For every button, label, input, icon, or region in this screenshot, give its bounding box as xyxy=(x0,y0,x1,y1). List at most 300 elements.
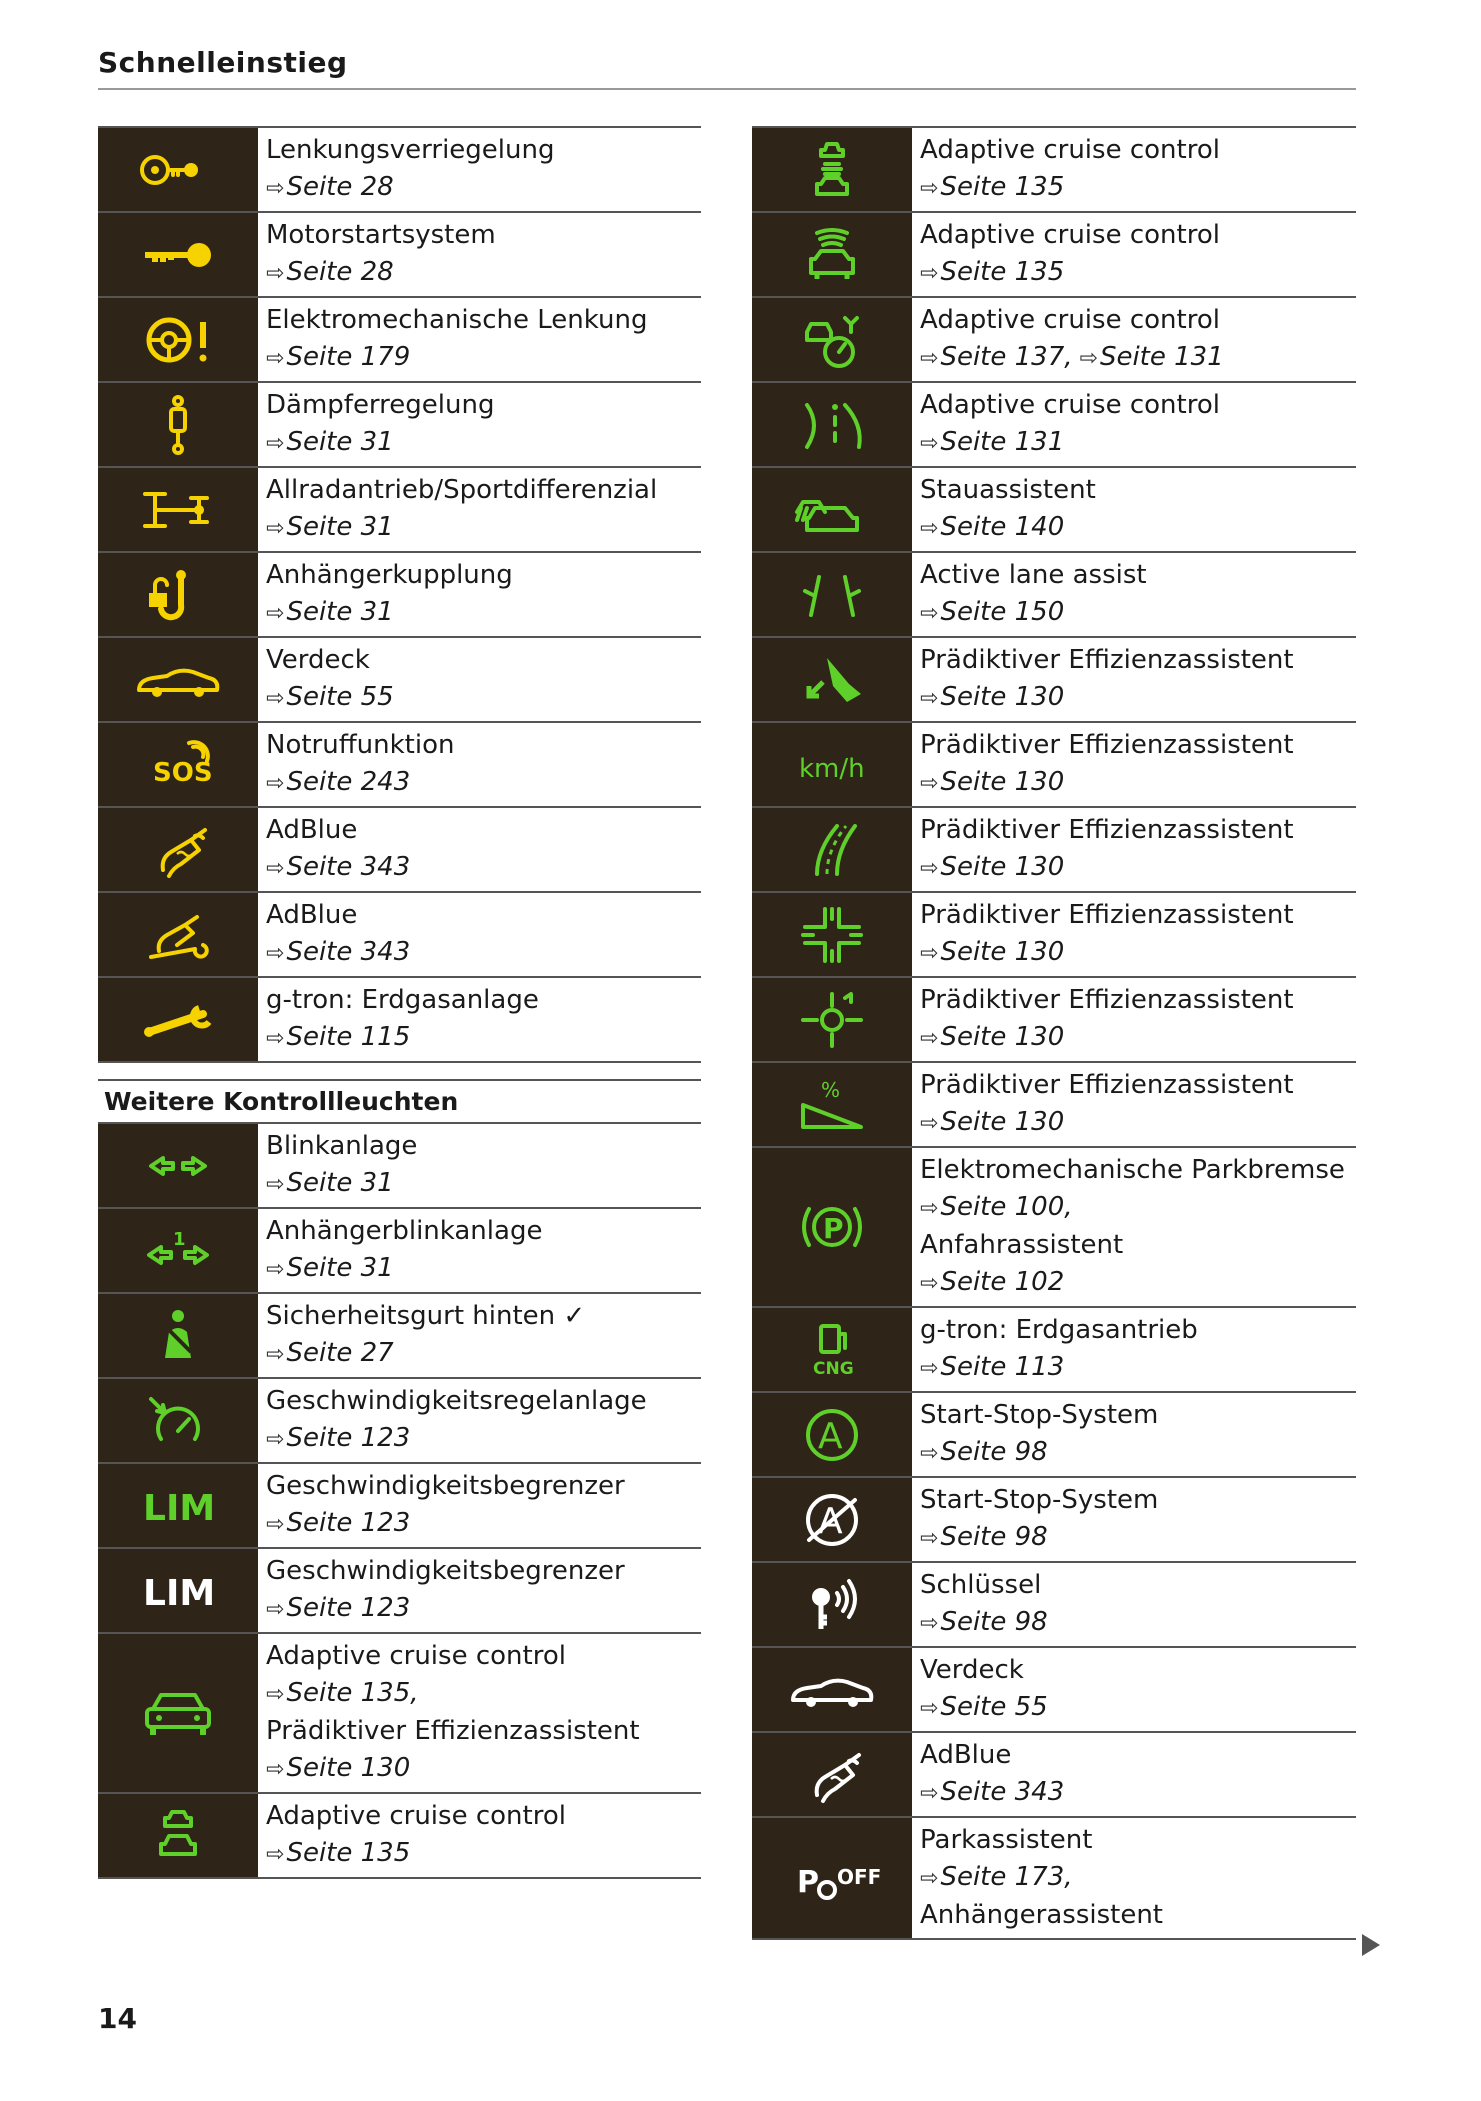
description-cell xyxy=(258,1124,701,1207)
indicator-description: g-tron: Erdgasantrieb xyxy=(920,1315,1198,1345)
reference-arrow-icon: ⇨ xyxy=(266,431,285,456)
turn-signal-icon xyxy=(133,1136,223,1196)
page-reference-link[interactable]: ⇨Seite 31 xyxy=(266,1168,394,1198)
description-cell xyxy=(912,468,1356,551)
description-cell xyxy=(258,1379,701,1462)
reference-arrow-icon: ⇨ xyxy=(920,176,939,201)
table-row xyxy=(98,1464,701,1549)
kmh-icon xyxy=(787,735,877,795)
indicator-description: Anhängerkupplung xyxy=(266,560,513,590)
table-row xyxy=(752,723,1356,808)
description-cell xyxy=(258,1549,701,1632)
reference-arrow-icon: ⇨ xyxy=(266,346,285,371)
description-cell xyxy=(258,808,701,891)
indicator-description: Allradantrieb/Sportdifferenzial xyxy=(266,475,658,505)
park-assist-off-icon xyxy=(787,1848,882,1908)
indicator-description: Geschwindigkeitsregelanlage xyxy=(266,1386,647,1416)
table-row xyxy=(98,1634,701,1794)
reference-arrow-icon: ⇨ xyxy=(266,941,285,966)
reference-arrow-icon: ⇨ xyxy=(266,771,285,796)
indicator-description: AdBlue xyxy=(266,900,358,930)
svg-text:P: P xyxy=(797,1865,819,1900)
page-reference-link[interactable]: ⇨Seite 31 xyxy=(266,1253,394,1283)
indicator-description: Adaptive cruise control xyxy=(266,1801,566,1831)
table-row xyxy=(98,553,701,638)
reference-arrow-icon: ⇨ xyxy=(920,686,939,711)
svg-text:SOS: SOS xyxy=(153,757,213,788)
page-reference-link[interactable]: ⇨Seite 113 xyxy=(920,1352,1065,1382)
page-reference-link[interactable]: ⇨Seite 28 xyxy=(266,172,394,202)
page-reference-link[interactable]: ⇨Seite 130 xyxy=(920,767,1065,797)
wrench-icon xyxy=(133,990,223,1050)
description-cell xyxy=(258,553,701,636)
parking-brake-icon xyxy=(787,1197,877,1257)
svg-text:LIM: LIM xyxy=(143,1572,216,1614)
table-row xyxy=(98,213,701,298)
indicator-description: Geschwindigkeitsbegrenzer xyxy=(266,1556,625,1586)
table-row xyxy=(752,1063,1356,1148)
indicator-icon-cell xyxy=(752,468,912,551)
indicator-icon-cell xyxy=(98,1294,258,1377)
table-row xyxy=(752,213,1356,298)
page-reference-link[interactable]: ⇨Seite 343 xyxy=(266,852,411,882)
page-reference-link[interactable]: ⇨Seite 115 xyxy=(266,1022,411,1052)
indicator-description: Stauassistent xyxy=(920,475,1096,505)
steering-lock-key-icon xyxy=(133,140,223,200)
reference-arrow-icon: ⇨ xyxy=(920,1696,939,1721)
page-reference-link[interactable]: ⇨Seite 130 xyxy=(920,852,1065,882)
description-cell xyxy=(912,1478,1356,1561)
description-cell xyxy=(258,128,701,211)
indicator-description: Dämpferregelung xyxy=(266,390,495,420)
indicator-icon-cell xyxy=(98,128,258,211)
reference-arrow-icon: ⇨ xyxy=(266,686,285,711)
page-reference-link[interactable]: ⇨Seite 123 xyxy=(266,1423,411,1453)
indicator-description: Blinkanlage xyxy=(266,1131,418,1161)
indicator-description: Active lane assist xyxy=(920,560,1147,590)
indicator-description: AdBlue xyxy=(920,1740,1012,1770)
indicator-icon-cell xyxy=(98,213,258,296)
indicator-table-right xyxy=(752,126,1356,1940)
description-cell xyxy=(912,298,1356,381)
reference-arrow-icon: ⇨ xyxy=(920,601,939,626)
reference-arrow-icon: ⇨ xyxy=(920,1441,939,1466)
table-row xyxy=(98,638,701,723)
page-reference-link[interactable]: ⇨Seite 243 xyxy=(266,767,411,797)
reference-arrow-icon: ⇨ xyxy=(266,1597,285,1622)
description-cell xyxy=(912,1648,1356,1731)
table-row xyxy=(98,1209,701,1294)
indicator-description: g-tron: Erdgasanlage xyxy=(266,985,539,1015)
indicator-description: Adaptive cruise control xyxy=(920,305,1220,335)
page-reference-link[interactable]: ⇨Seite 130 xyxy=(920,1022,1065,1052)
indicator-icon-cell xyxy=(752,553,912,636)
page-reference-link[interactable]: ⇨Seite 100, xyxy=(920,1192,1073,1222)
reference-arrow-icon: ⇨ xyxy=(266,1682,285,1707)
steering-wheel-warning-icon xyxy=(133,310,223,370)
indicator-description: Lenkungsverriegelung xyxy=(266,135,555,165)
acc-distance-small-icon xyxy=(787,140,877,200)
table-row xyxy=(98,723,701,808)
page-reference-link[interactable]: ⇨Seite 98 xyxy=(920,1607,1048,1637)
indicator-description: Prädiktiver Effizienzassistent xyxy=(920,985,1294,1015)
page-reference-link[interactable]: ⇨Seite 130 xyxy=(920,937,1065,967)
reference-arrow-icon: ⇨ xyxy=(266,1427,285,1452)
indicator-description: Adaptive cruise control xyxy=(920,135,1220,165)
svg-text:km/h: km/h xyxy=(799,753,865,784)
left-column xyxy=(98,126,701,1879)
reference-arrow-icon: ⇨ xyxy=(920,516,939,541)
table-row xyxy=(98,893,701,978)
page-reference-link[interactable]: ⇨Seite 135 xyxy=(920,172,1065,202)
indicator-description: AdBlue xyxy=(266,815,358,845)
section-heading: Weitere Kontrollleuchten xyxy=(98,1079,701,1122)
header-divider xyxy=(98,88,1356,90)
indicator-icon-cell xyxy=(98,723,258,806)
description-cell xyxy=(912,638,1356,721)
reference-arrow-icon: ⇨ xyxy=(266,176,285,201)
svg-text:%: % xyxy=(821,1077,841,1102)
adblue-nozzle-icon xyxy=(133,820,223,880)
description-cell xyxy=(912,978,1356,1061)
page-reference-link[interactable]: ⇨Seite 31 xyxy=(266,597,394,627)
page-reference-link[interactable]: ⇨Seite 343 xyxy=(920,1777,1065,1807)
efficiency-road-icon xyxy=(787,650,877,710)
convertible-top-white-icon xyxy=(787,1660,877,1720)
table-row xyxy=(752,893,1356,978)
table-row xyxy=(98,468,701,553)
reference-arrow-icon: ⇨ xyxy=(920,431,939,456)
table-row xyxy=(752,1648,1356,1733)
indicator-icon-cell xyxy=(98,1209,258,1292)
table-row xyxy=(752,1308,1356,1393)
reference-arrow-icon: ⇨ xyxy=(266,856,285,881)
description-cell xyxy=(912,1393,1356,1476)
reference-arrow-icon: ⇨ xyxy=(266,1257,285,1282)
indicator-icon-cell xyxy=(752,1393,912,1476)
indicator-table-left xyxy=(98,126,701,1063)
reference-arrow-icon: ⇨ xyxy=(266,1842,285,1867)
indicator-icon-cell xyxy=(752,723,912,806)
page-header-title: Schnelleinstieg xyxy=(98,46,348,79)
gradient-icon xyxy=(787,1075,877,1135)
description-cell xyxy=(912,1733,1356,1816)
reference-arrow-icon: ⇨ xyxy=(920,1356,939,1381)
indicator-icon-cell xyxy=(752,1308,912,1391)
indicator-description: Prädiktiver Effizienzassistent xyxy=(920,1070,1294,1100)
indicator-icon-cell xyxy=(98,553,258,636)
indicator-description: Anhängerblinkanlage xyxy=(266,1216,543,1246)
indicator-description: Prädiktiver Effizienzassistent xyxy=(920,815,1294,845)
description-cell xyxy=(912,1818,1356,1938)
description-cell xyxy=(912,723,1356,806)
shock-absorber-icon xyxy=(133,395,223,455)
reference-arrow-icon: ⇨ xyxy=(266,1757,285,1782)
page-reference-link[interactable]: ⇨Seite 130 xyxy=(920,1107,1065,1137)
curve-road-icon xyxy=(787,820,877,880)
page-reference-link[interactable]: ⇨Seite 31 xyxy=(266,427,394,457)
description-cell xyxy=(258,383,701,466)
indicator-icon-cell xyxy=(752,1063,912,1146)
reference-arrow-icon: ⇨ xyxy=(920,1611,939,1636)
table-row xyxy=(752,978,1356,1063)
table-row xyxy=(98,978,701,1063)
description-cell xyxy=(258,723,701,806)
indicator-icon-cell xyxy=(752,1733,912,1816)
svg-text:1: 1 xyxy=(173,1228,186,1250)
indicator-icon-cell xyxy=(98,468,258,551)
indicator-description: Elektromechanische Parkbremse xyxy=(920,1155,1345,1185)
acc-distance-icon xyxy=(787,225,877,285)
reference-arrow-icon: ⇨ xyxy=(920,941,939,966)
reference-arrow-icon: ⇨ xyxy=(920,1196,939,1221)
indicator-description: Adaptive cruise control xyxy=(920,390,1220,420)
table-row xyxy=(98,1794,701,1879)
lim-white-icon xyxy=(133,1561,223,1621)
key-signal-icon xyxy=(787,1575,877,1635)
indicator-description: Verdeck xyxy=(920,1655,1024,1685)
description-cell xyxy=(258,1794,701,1877)
table-row xyxy=(752,1563,1356,1648)
table-row xyxy=(752,468,1356,553)
page-reference-link[interactable]: ⇨Seite 173, xyxy=(920,1862,1073,1892)
indicator-description: Prädiktiver Effizienzassistent xyxy=(920,645,1294,675)
next-page-arrow-icon xyxy=(1362,1934,1380,1956)
indicator-description: Geschwindigkeitsbegrenzer xyxy=(266,1471,625,1501)
indicator-icon-cell xyxy=(752,1818,912,1938)
table-row xyxy=(752,1733,1356,1818)
two-cars-icon xyxy=(133,1806,223,1866)
indicator-description: Prädiktiver Effizienzassistent xyxy=(266,1716,640,1746)
page-reference-link[interactable]: ⇨Seite 130 xyxy=(920,682,1065,712)
indicator-icon-cell xyxy=(98,1794,258,1877)
roundabout-icon xyxy=(787,990,877,1050)
table-row xyxy=(98,1124,701,1209)
description-cell xyxy=(912,1148,1356,1306)
description-cell xyxy=(258,468,701,551)
page-reference-links[interactable]: ⇨Seite 137, ⇨Seite 131 xyxy=(920,342,1224,372)
description-cell xyxy=(258,978,701,1061)
reference-arrow-icon: ⇨ xyxy=(266,1342,285,1367)
reference-arrow-icon: ⇨ xyxy=(920,1026,939,1051)
trailer-turn-signal-icon xyxy=(133,1221,223,1281)
page-reference-link[interactable]: ⇨Seite 343 xyxy=(266,937,411,967)
description-cell xyxy=(912,128,1356,211)
page-reference-link[interactable]: ⇨Seite 98 xyxy=(920,1437,1048,1467)
indicator-icon-cell xyxy=(752,213,912,296)
description-cell xyxy=(912,893,1356,976)
table-row xyxy=(752,808,1356,893)
lane-assist-icon xyxy=(787,565,877,625)
reference-arrow-icon: ⇨ xyxy=(266,601,285,626)
table-row xyxy=(98,128,701,213)
indicator-icon-cell xyxy=(98,1464,258,1547)
indicator-description: Prädiktiver Effizienzassistent xyxy=(920,900,1294,930)
table-row xyxy=(752,638,1356,723)
reference-arrow-icon: ⇨ xyxy=(266,1512,285,1537)
indicator-icon-cell xyxy=(752,808,912,891)
table-row xyxy=(752,1478,1356,1563)
table-row xyxy=(98,1294,701,1379)
description-cell xyxy=(258,893,701,976)
svg-text:LIM: LIM xyxy=(143,1487,216,1529)
indicator-icon-cell xyxy=(98,1634,258,1792)
description-cell xyxy=(258,1209,701,1292)
adblue-wrench-icon xyxy=(133,905,223,965)
page-reference-link[interactable]: ⇨Seite 135 xyxy=(266,1838,411,1868)
reference-arrow-icon: ⇨ xyxy=(920,1866,939,1891)
indicator-icon-cell xyxy=(98,298,258,381)
table-row xyxy=(752,383,1356,468)
page-reference-link[interactable]: ⇨Seite 123 xyxy=(266,1593,411,1623)
indicator-icon-cell xyxy=(752,638,912,721)
page-reference-link[interactable]: ⇨Seite 135 xyxy=(920,257,1065,287)
indicator-icon-cell xyxy=(98,638,258,721)
traffic-jam-icon xyxy=(787,480,877,540)
acc-speedometer-icon xyxy=(787,310,877,370)
right-column xyxy=(752,126,1356,1940)
description-cell xyxy=(912,1308,1356,1391)
svg-text:A: A xyxy=(818,1500,843,1542)
svg-text:CNG: CNG xyxy=(813,1358,854,1379)
page-reference-link[interactable]: ⇨Seite 131 xyxy=(920,427,1065,457)
seatbelt-icon xyxy=(133,1306,223,1366)
reference-arrow-icon: ⇨ xyxy=(920,1271,939,1296)
indicator-icon-cell xyxy=(752,978,912,1061)
indicator-description: Anfahrassistent xyxy=(920,1230,1124,1260)
indicator-icon-cell xyxy=(98,1549,258,1632)
indicator-icon-cell xyxy=(752,298,912,381)
indicator-icon-cell xyxy=(752,1563,912,1646)
table-row xyxy=(752,128,1356,213)
indicator-icon-cell xyxy=(752,128,912,211)
reference-arrow-icon: ⇨ xyxy=(920,856,939,881)
page-reference-link[interactable]: ⇨Seite 27 xyxy=(266,1338,394,1368)
reference-arrow-icon: ⇨ xyxy=(266,1172,285,1197)
reference-arrow-icon: ⇨ xyxy=(920,261,939,286)
page-reference-link[interactable]: ⇨Seite 55 xyxy=(920,1692,1048,1722)
table-row xyxy=(98,383,701,468)
intersection-icon xyxy=(787,905,877,965)
page-reference-link[interactable]: ⇨Seite 98 xyxy=(920,1522,1048,1552)
reference-arrow-icon: ⇨ xyxy=(920,1526,939,1551)
page-reference-link[interactable]: ⇨Seite 150 xyxy=(920,597,1065,627)
indicator-icon-cell xyxy=(98,978,258,1061)
start-stop-icon xyxy=(787,1405,877,1465)
indicator-description: Verdeck xyxy=(266,645,370,675)
indicator-description: Schlüssel xyxy=(920,1570,1042,1600)
indicator-table-additional xyxy=(98,1122,701,1879)
start-stop-off-icon xyxy=(787,1490,877,1550)
indicator-icon-cell xyxy=(752,893,912,976)
table-row xyxy=(98,1379,701,1464)
description-cell xyxy=(258,213,701,296)
indicator-description: Notruffunktion xyxy=(266,730,455,760)
indicator-description: Motorstartsystem xyxy=(266,220,496,250)
indicator-description: Elektromechanische Lenkung xyxy=(266,305,648,335)
description-cell xyxy=(258,1634,701,1792)
page-reference-link[interactable]: ⇨Seite 55 xyxy=(266,682,394,712)
description-cell xyxy=(258,1464,701,1547)
page-reference-link[interactable]: ⇨Seite 140 xyxy=(920,512,1065,542)
indicator-icon-cell xyxy=(752,1478,912,1561)
reference-arrow-icon: ⇨ xyxy=(920,346,939,371)
key-icon xyxy=(133,225,223,285)
table-row xyxy=(98,298,701,383)
indicator-description: Parkassistent xyxy=(920,1825,1093,1855)
indicator-icon-cell xyxy=(98,1124,258,1207)
page-reference-link[interactable]: ⇨Seite 28 xyxy=(266,257,394,287)
table-row xyxy=(98,808,701,893)
indicator-description: Sicherheitsgurt hinten ✓ xyxy=(266,1301,586,1331)
reference-arrow-icon: ⇨ xyxy=(1072,346,1098,371)
description-cell xyxy=(912,553,1356,636)
table-row xyxy=(98,1549,701,1634)
cruise-control-icon xyxy=(133,1391,223,1451)
svg-text:P: P xyxy=(823,1212,844,1245)
page-reference-link[interactable]: ⇨Seite 31 xyxy=(266,512,394,542)
indicator-icon-cell xyxy=(98,383,258,466)
indicator-description: Start-Stop-System xyxy=(920,1485,1159,1515)
reference-arrow-icon: ⇨ xyxy=(920,1781,939,1806)
convertible-top-icon xyxy=(133,650,223,710)
indicator-icon-cell xyxy=(98,808,258,891)
page-number: 14 xyxy=(98,2002,137,2035)
page-reference-link[interactable]: ⇨Seite 130 xyxy=(266,1753,411,1783)
page-reference-link[interactable]: ⇨Seite 179 xyxy=(266,342,411,372)
adblue-nozzle-white-icon xyxy=(787,1745,877,1805)
reference-arrow-icon: ⇨ xyxy=(920,771,939,796)
page-reference-link[interactable]: ⇨Seite 123 xyxy=(266,1508,411,1538)
description-cell xyxy=(912,383,1356,466)
description-cell xyxy=(912,808,1356,891)
description-cell xyxy=(258,1294,701,1377)
lane-curve-icon xyxy=(787,395,877,455)
sos-icon xyxy=(133,735,223,795)
description-cell xyxy=(258,298,701,381)
indicator-icon-cell xyxy=(752,383,912,466)
indicator-description: Start-Stop-System xyxy=(920,1400,1159,1430)
indicator-icon-cell xyxy=(752,1148,912,1306)
description-cell xyxy=(912,1063,1356,1146)
table-row xyxy=(752,553,1356,638)
table-row xyxy=(752,298,1356,383)
cng-fuel-icon xyxy=(787,1320,877,1380)
reference-arrow-icon: ⇨ xyxy=(266,261,285,286)
table-row xyxy=(752,1818,1356,1940)
trailer-hitch-icon xyxy=(133,565,223,625)
indicator-description: Adaptive cruise control xyxy=(266,1641,566,1671)
lim-green-icon xyxy=(133,1476,223,1536)
indicator-icon-cell xyxy=(98,893,258,976)
page-reference-link[interactable]: ⇨Seite 102 xyxy=(920,1267,1065,1297)
svg-text:OFF: OFF xyxy=(837,1865,882,1889)
description-cell xyxy=(912,213,1356,296)
indicator-icon-cell xyxy=(752,1648,912,1731)
reference-arrow-icon: ⇨ xyxy=(266,516,285,541)
description-cell xyxy=(258,638,701,721)
indicator-description: Anhängerassistent xyxy=(920,1900,1164,1930)
reference-arrow-icon: ⇨ xyxy=(266,1026,285,1051)
indicator-description: Adaptive cruise control xyxy=(920,220,1220,250)
svg-text:A: A xyxy=(818,1415,843,1457)
drivetrain-icon xyxy=(133,480,223,540)
table-row xyxy=(752,1148,1356,1308)
indicator-icon-cell xyxy=(98,1379,258,1462)
description-cell xyxy=(912,1563,1356,1646)
indicator-description: Prädiktiver Effizienzassistent xyxy=(920,730,1294,760)
page-reference-link[interactable]: ⇨Seite 135, xyxy=(266,1678,419,1708)
